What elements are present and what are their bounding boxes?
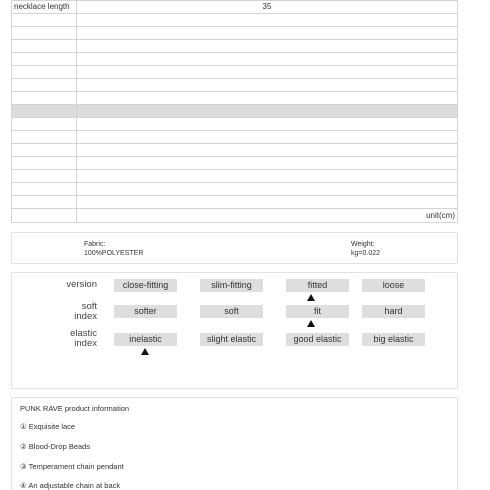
fabric-info	[84, 240, 143, 258]
size-value: 35	[77, 1, 458, 14]
weight-info	[351, 240, 380, 258]
table-row	[12, 170, 458, 183]
version-label: version	[66, 279, 97, 290]
table-row	[12, 183, 458, 196]
info-title: PUNK RAVE product information	[20, 404, 130, 413]
table-row	[12, 144, 458, 157]
elastic-index-label: elastic index	[70, 328, 97, 349]
table-row	[12, 1, 458, 14]
option-good-elastic: good elastic	[286, 333, 349, 346]
option-softer: softer	[114, 305, 177, 318]
fabric-box	[11, 232, 458, 264]
fabric-label: Fabric:	[84, 241, 106, 248]
list-item: ③ Temperament chain pendant	[20, 462, 124, 471]
option-inelastic: inelastic	[114, 333, 177, 346]
soft-index-label: soft index	[74, 301, 97, 322]
table-row	[12, 66, 458, 79]
table-row	[12, 105, 458, 118]
table-row	[12, 92, 458, 105]
index-box	[11, 272, 458, 389]
list-item: ② Blood-Drop Beads	[20, 442, 91, 451]
size-table	[11, 0, 458, 223]
elastic-indicator-icon	[141, 348, 149, 355]
table-row	[12, 14, 458, 27]
option-soft: soft	[200, 305, 263, 318]
weight-label: Weight:	[351, 241, 375, 248]
weight-value: kg=0.022	[351, 250, 380, 257]
option-loose: loose	[362, 279, 425, 292]
unit-label: unit(cm)	[77, 209, 458, 223]
table-row	[12, 209, 458, 223]
option-fitted: fitted	[286, 279, 349, 292]
table-row	[12, 40, 458, 53]
product-info-box	[11, 397, 458, 490]
list-item: ① Exquisite lace	[20, 422, 76, 431]
option-slight-elastic: slight elastic	[200, 333, 263, 346]
table-row	[12, 131, 458, 144]
table-row	[12, 118, 458, 131]
size-label: necklace length	[12, 1, 77, 14]
option-slim-fitting: slim-fitting	[200, 279, 263, 292]
option-big-elastic: big elastic	[362, 333, 425, 346]
table-row	[12, 196, 458, 209]
table-row	[12, 157, 458, 170]
table-row	[12, 79, 458, 92]
option-close-fitting: close-fitting	[114, 279, 177, 292]
version-indicator-icon	[307, 294, 315, 301]
option-fit: fit	[286, 305, 349, 318]
table-row	[12, 53, 458, 66]
table-row	[12, 27, 458, 40]
fabric-value: 100%POLYESTER	[84, 250, 144, 257]
soft-indicator-icon	[307, 320, 315, 327]
option-hard: hard	[362, 305, 425, 318]
list-item: ④ An adjustable chain at back	[20, 481, 121, 490]
